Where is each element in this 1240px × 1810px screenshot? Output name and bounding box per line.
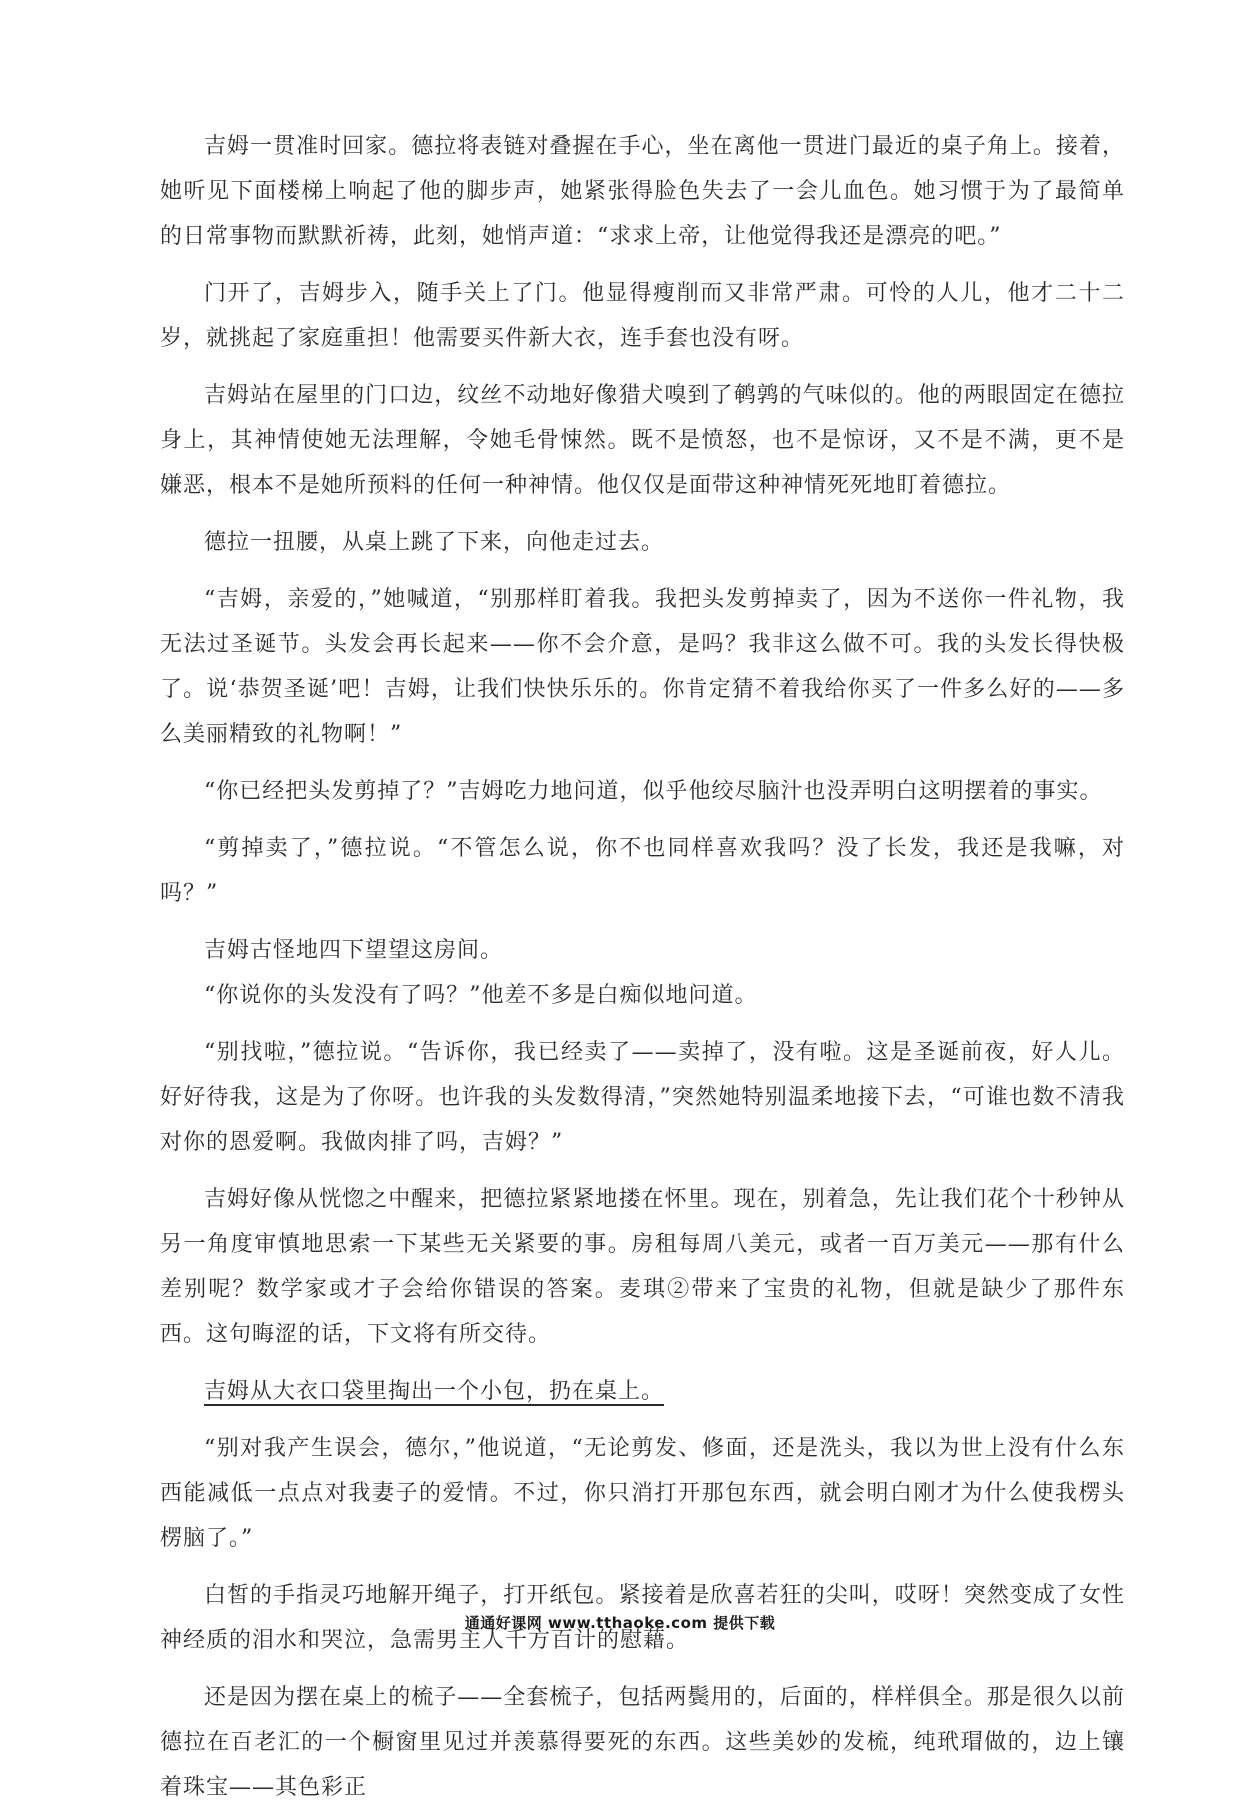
document-body xyxy=(160,0,1125,1810)
paragraph-7: “剪掉卖了，”德拉说。“不管怎么说，你不也同样喜欢我吗？没了长发，我还是我嘛，对吗？” xyxy=(160,836,1125,906)
underlined-sentence: 吉姆从大衣口袋里掏出一个小包，扔在桌上。 xyxy=(204,1379,665,1404)
paragraph-14: 白皙的手指灵巧地解开绳子，打开纸包。紧接着是欣喜若狂的尖叫，哎呀！突然变成了女性神经质的泪水和哭泣，急需男主人千方百计的慰藉。 xyxy=(160,1583,1125,1653)
paragraph-9: “你说你的头发没有了吗？”他差不多是白痴似地问道。 xyxy=(204,983,758,1008)
paragraph-3: 吉姆站在屋里的门口边，纹丝不动地好像猎犬嗅到了鹌鹑的气味似的。他的两眼固定在德拉身上，其神情使她无法理解，令她毛骨悚然。既不是愤怒，也不是惊讶，又不是不满，更不是嫌恶，根本不是她所预料的任何一种神情。他仅仅是面带这种神情死死地盯着德拉。 xyxy=(160,383,1125,498)
paragraph-8: 吉姆古怪地四下望望这房间。 xyxy=(204,938,504,963)
paragraph-2: 门开了，吉姆步入，随手关上了门。他显得瘦削而又非常严肃。可怜的人儿，他才二十二岁，就挑起了家庭重担！他需要买件新大衣，连手套也没有呀。 xyxy=(160,281,1125,351)
paragraph-5: “吉姆，亲爱的，”她喊道，“别那样盯着我。我把头发剪掉卖了，因为不送你一件礼物，我无法过圣诞节。头发会再长起来——你不会介意，是吗？我非这么做不可。我的头发长得快极了。说‘恭贺圣诞’吧！吉姆，让我们快快乐乐的。你肯定猜不着我给你买了一件多么好的——多么美丽精致的礼物啊！” xyxy=(160,587,1125,747)
paragraph-10: “别找啦，”德拉说。“告诉你，我已经卖了——卖掉了，没有啦。这是圣诞前夜，好人儿。好好待我，这是为了你呀。也许我的头发数得清，”突然她特别温柔地接下去，“可谁也数不清我对你的恩爱啊。我做肉排了吗，吉姆？” xyxy=(160,1040,1125,1155)
paragraph-11: 吉姆好像从恍惚之中醒来，把德拉紧紧地搂在怀里。现在，别着急，先让我们花个十秒钟从另一角度审慎地思索一下某些无关紧要的事。房租每周八美元，或者一百万美元——那有什么差别呢？数学家或才子会给你错误的答案。麦琪②带来了宝贵的礼物，但就是缺少了那件东西。这句晦涩的话，下文将有所交待。 xyxy=(160,1187,1125,1347)
paragraph-1: 吉姆一贯准时回家。德拉将表链对叠握在手心，坐在离他一贯进门最近的桌子角上。接着，她听见下面楼梯上响起了他的脚步声，她紧张得脸色失去了一会儿血色。她习惯于为了最简单的日常事物而默默祈祷，此刻，她悄声道：“求求上帝，让他觉得我还是漂亮的吧。” xyxy=(160,134,1125,249)
paragraph-4: 德拉一扭腰，从桌上跳了下来，向他走过去。 xyxy=(204,530,665,555)
paragraph-15: 还是因为摆在桌上的梳子——全套梳子，包括两鬓用的，后面的，样样俱全。那是很久以前德拉在百老汇的一个橱窗里见过并羡慕得要死的东西。这些美妙的发梳，纯玳瑁做的，边上镶着珠宝——其色彩正 xyxy=(160,1685,1125,1800)
paragraph-12 xyxy=(160,1369,1125,1414)
paragraph-13: “别对我产生误会，德尔，”他说道，“无论剪发、修面，还是洗头，我以为世上没有什么东西能减低一点点对我妻子的爱情。不过，你只消打开那包东西，就会明白刚才为什么使我楞头楞脑了。” xyxy=(160,1436,1125,1551)
paragraph-6: “你已经把头发剪掉了？”吉姆吃力地问道，似乎他绞尽脑汁也没弄明白这明摆着的事实。 xyxy=(204,779,1103,804)
page-footer: 通通好课网 www.tthaoke.com 提供下载 xyxy=(464,1614,776,1632)
